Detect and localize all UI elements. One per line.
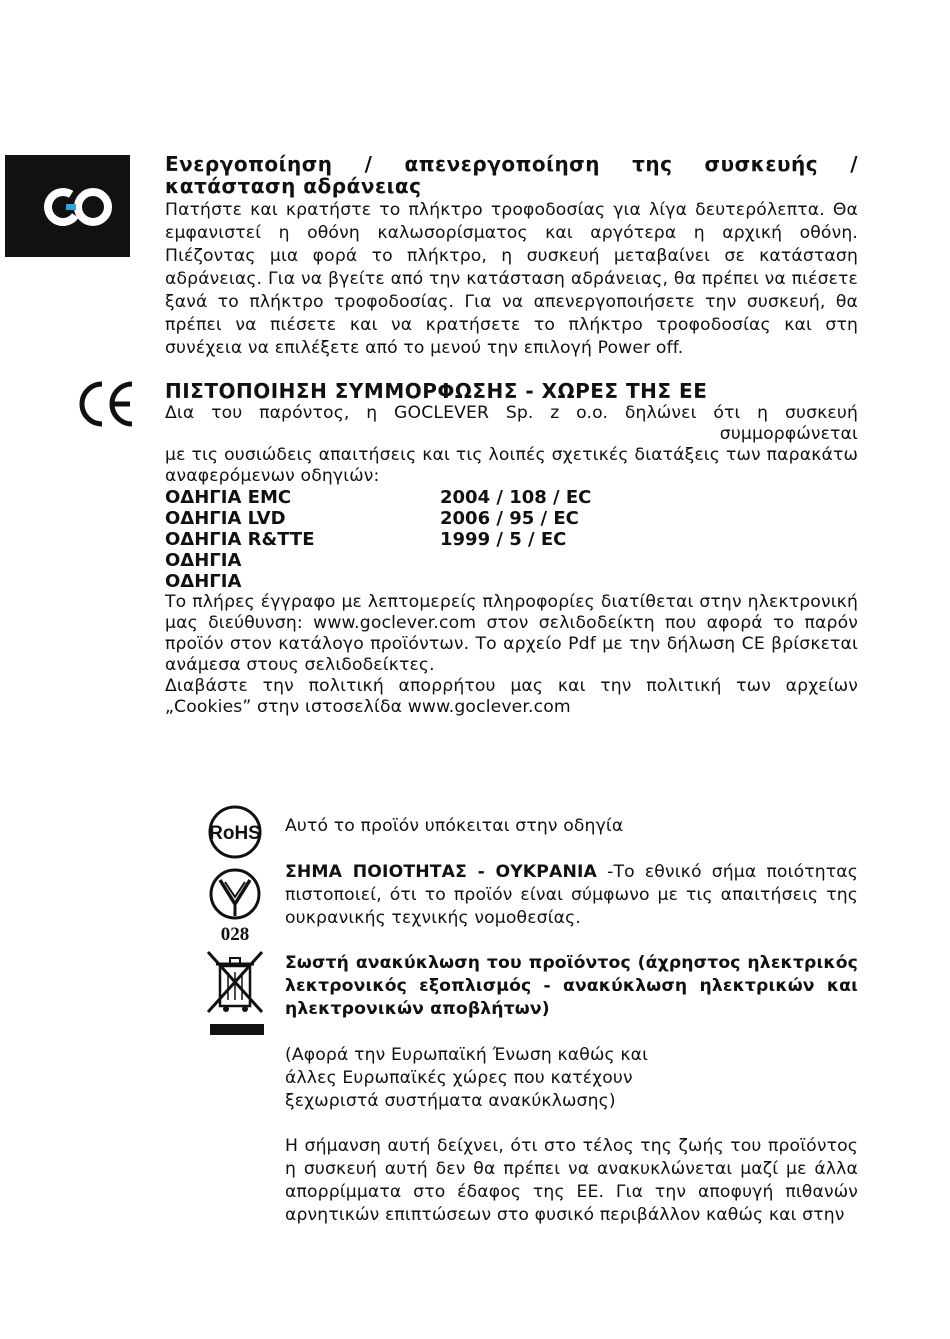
ukraine-quality-mark-icon (206, 866, 266, 948)
directive-name: ΟΔΗΓΙΑ EMC (165, 487, 292, 508)
ua-code: 028 (220, 924, 250, 944)
goclever-logo-icon (5, 155, 130, 257)
power-heading: Ενεργοποίηση / απενεργοποίηση της συσκευής / κατάσταση αδράνειας (165, 152, 858, 198)
goclever-logo (5, 155, 130, 257)
ce-heading: ΠΙΣΤΟΠΟΙΗΣΗ ΣΥΜΜΟΡΦΩΣΗΣ - ΧΩΡΕΣ ΤΗΣ ΕΕ (165, 379, 708, 403)
ce-privacy: Διαβάστε την πολιτική απορρήτου μας και την πολιτική των αρχείων „Cookies” στην ιστοσελίδα www.goclever.com (165, 676, 858, 717)
end-of-life-text: Η σήμανση αυτή δείχνει, ότι στο τέλος της ζωής του προϊόντος η συσκευή αυτή δεν θα πρέπει να ανακυκλώνεται μαζί με άλλα απορρίμματα στο έδαφος της ΕΕ. Για την αποφυγή πιθανών αρνητικών επιπτώσεων στο φυσικό περιβάλλον καθώς και στην (285, 1136, 858, 1225)
directive-code: 2004 / 108 / EC (440, 487, 592, 508)
directive-name: ΟΔΗΓΙΑ (165, 571, 242, 592)
directive-row (165, 529, 858, 550)
weee-crossed-bin-icon (204, 948, 268, 1042)
directive-name: ΟΔΗΓΙΑ LVD (165, 508, 286, 529)
ce-intro-line1: Δια του παρόντος, η GOCLEVER Sp. z o.o. δηλώνει ότι η συσκευή (165, 403, 858, 423)
rohs-label: RoHS (209, 823, 261, 844)
rohs-icon (206, 804, 264, 864)
directive-row (165, 571, 858, 592)
ce-full-doc: Το πλήρες έγγραφο με λεπτομερείς πληροφορίες διατίθεται στην ηλεκτρονική μας διεύθυνση: www.goclever.com στον σελιδοδείκτη που αφορά το παρόν προϊόν στον κατάλογο προϊόντων. Το αρχείο Pdf με την δήλωση CE βρίσκεται ανάμεσα στους σελιδοδείκτες. (165, 592, 858, 675)
directive-name: ΟΔΗΓΙΑ (165, 550, 242, 571)
eu-note: (Αφορά την Ευρωπαϊκή Ένωση καθώς και άλλες Ευρωπαϊκές χώρες που κατέχουν ξεχωριστά συστήματα ανακύκλωσης) (285, 1045, 649, 1111)
ce-intro-line2: συμμορφώνεται (719, 424, 858, 444)
directive-row (165, 508, 858, 529)
weee-title: Σωστή ανακύκλωση του προϊόντος (άχρηστος ηλεκτρικός λεκτρονικός εξοπλισμός - ανακύκλωση ηλεκτρικών και ηλεκτρονικών αποβλήτων) (285, 953, 858, 1019)
ukraine-mark-desc: -Το εθνικό σήμα ποιότητας πιστοποιεί, ότι το προϊόν είναι σύμφωνο με τις απαιτήσεις της ουκρανικής τεχνικής νομοθεσίας. (285, 862, 858, 928)
directive-code: 1999 / 5 / EC (440, 529, 567, 550)
ce-mark-icon (78, 380, 138, 432)
directive-list (165, 487, 858, 592)
ce-intro-line3: με τις ουσιώδεις απαιτήσεις και τις λοιπές σχετικές διατάξεις των παρακάτω αναφερόμενων οδηγιών: (165, 445, 858, 486)
rohs-text: Αυτό το προϊόν υπόκειται στην οδηγία (285, 816, 624, 836)
directive-name: ΟΔΗΓΙΑ R&TTE (165, 529, 315, 550)
directive-row (165, 487, 858, 508)
power-body: Πατήστε και κρατήστε το πλήκτρο τροφοδοσίας για λίγα δευτερόλεπτα. Θα εμφανιστεί η οθόνη καλωσορίσματος και αργότερα η αρχική οθόνη. Πιέζοντας μια φορά το πλήκτρο, η συσκευή μεταβαίνει σε κατάσταση αδράνειας. Για να βγείτε από την κατάσταση αδράνειας, θα πρέπει να πιέσετε ξανά το πλήκτρο τροφοδοσίας. Για να απενεργοποιήσετε την συσκευή, θα πρέπει να πιέσετε και να κρατήσετε το πλήκτρο τροφοδοσίας και στη συνέχεια να επιλέξετε από το μενού την επιλογή Power off. (165, 200, 858, 358)
directive-code: 2006 / 95 / EC (440, 508, 579, 529)
ukraine-mark-text (285, 861, 858, 930)
ukraine-mark-title: ΣΗΜΑ ΠΟΙΟΤΗΤΑΣ - ΟΥΚΡΑΝΙΑ (285, 862, 598, 882)
directive-row (165, 550, 858, 571)
